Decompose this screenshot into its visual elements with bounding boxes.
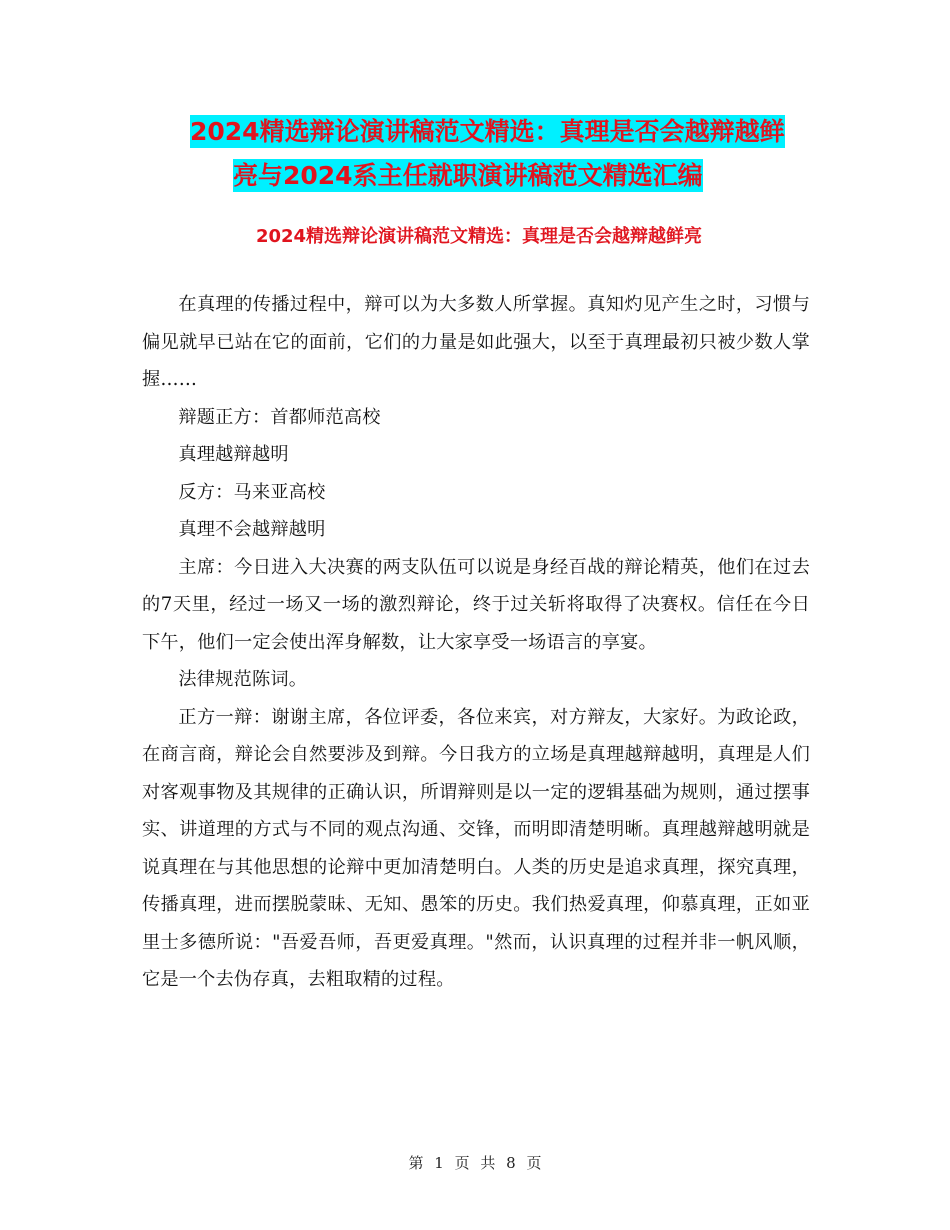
paragraph: 法律规范陈词。 [178,669,308,690]
document-body [142,286,810,999]
title-line-1-text: 2024精选辩论演讲稿范文精选：真理是否会越辩越鲜 [190,117,785,146]
title-line-1 [190,110,785,154]
paragraph: 辩题正方：首都师范高校 [178,406,381,428]
title-line-2 [233,154,703,198]
paragraph: 真理不会越辩越明 [178,519,326,540]
paragraph: 在真理的传播过程中，辩可以为大多数人所掌握。真知灼见产生之时，习惯与偏见就早已站在它的面前，它们的力量是如此强大，以至于真理最初只被少数人掌握…… [142,294,810,390]
page-footer: 第 1 页 共 8 页 [408,1154,542,1172]
paragraph: 反方：马来亚高校 [178,481,326,503]
section-heading: 2024精选辩论演讲稿范文精选：真理是否会越辩越鲜亮 [255,226,703,247]
paragraph: 真理越辩越明 [178,444,289,465]
paragraph: 主席：今日进入大决赛的两支队伍可以说是身经百战的辩论精英，他们在过去的7天里，经过一场又一场的激烈辩论，终于过关斩将取得了决赛权。信任在今日下午，他们一定会使出浑身解数，让大家享受一场语言的享宴。 [142,556,810,653]
paragraph: 正方一辩：谢谢主席，各位评委，各位来宾，对方辩友，大家好。为政论政，在商言商，辩论会自然要涉及到辩。今日我方的立场是真理越辩越明，真理是人们对客观事物及其规律的正确认识，所谓辩则是以一定的逻辑基础为规则，通过摆事实、讲道理的方式与不同的观点沟通、交锋，而明即清楚明晰。真理越辩越明就是说真理在与其他思想的论辩中更加清楚明白。人类的历史是追求真理，探究真理，传播真理，进而摆脱蒙昧、无知、愚笨的历史。我们热爱真理，仰慕真理，正如亚里士多德所说："吾爱吾师，吾更爱真理。"然而，认识真理的过程并非一帆风顺，它是一个去伪存真，去粗取精的过程。 [142,706,810,990]
title-line-2-text: 亮与2024系主任就职演讲稿范文精选汇编 [233,161,703,190]
